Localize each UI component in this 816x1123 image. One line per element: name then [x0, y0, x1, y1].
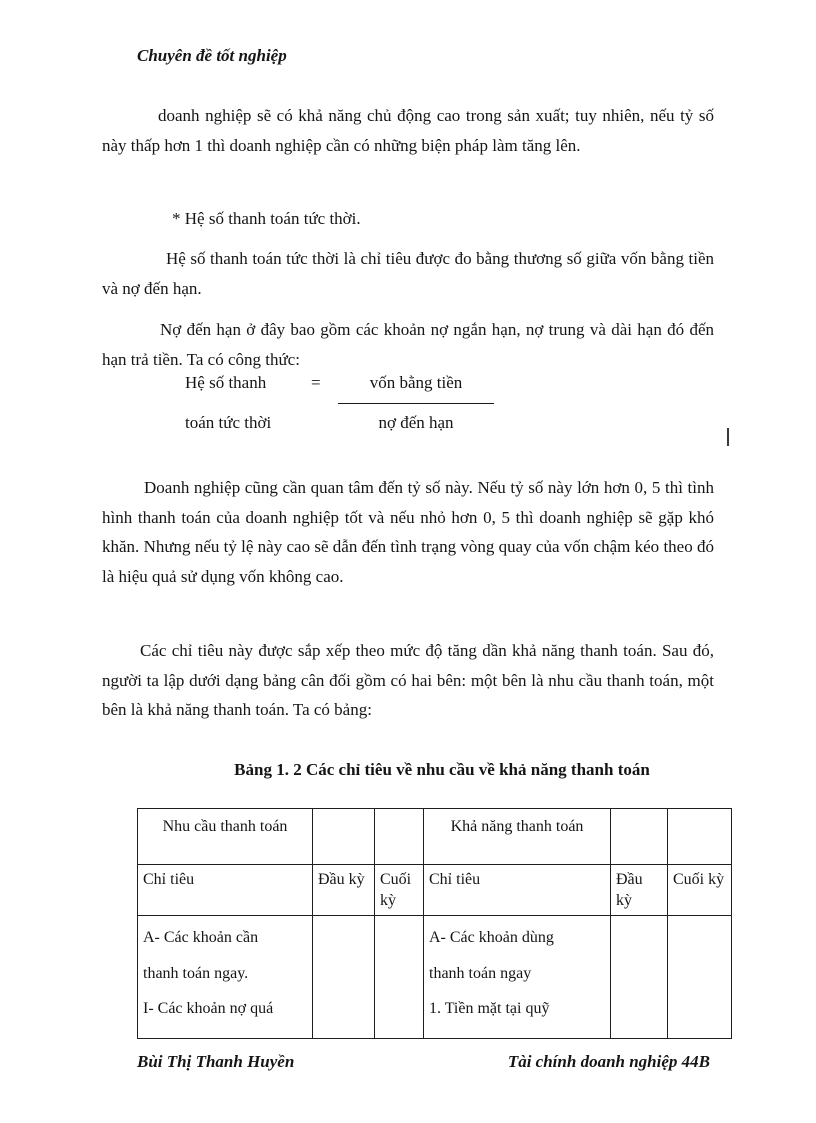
body-cell-empty-4 — [668, 916, 732, 1039]
paragraph-definition: Hệ số thanh toán tức thời là chỉ tiêu được đo bằng thương số giữa vốn bằng tiền và nợ đến hạn. — [102, 249, 714, 298]
body-cell-empty-2 — [375, 916, 424, 1039]
body-left-line-1: A- Các khoản cần — [143, 929, 259, 946]
group-header-nhu-cau: Nhu cầu thanh toán — [138, 809, 313, 865]
table-caption: Bảng 1. 2 Các chỉ tiêu về nhu cầu về khả năng thanh toán — [234, 760, 650, 779]
group-header-empty-4 — [668, 809, 732, 865]
formula-lhs-line2: toán tức thời — [185, 413, 272, 432]
body-left-line-3: I- Các khoản nợ quá — [143, 1000, 274, 1017]
table-column-header-row — [138, 865, 732, 916]
formula-equals-sign: = — [311, 373, 321, 392]
paragraph-doanh-nghiep-quan-tam: Doanh nghiệp cũng cần quan tâm đến tỷ số này. Nếu tỷ số này lớn hơn 0, 5 thì tình hình thanh toán của doanh nghiệp tốt và nếu nhỏ hơn 0, 5 thì doanh nghiệp sẽ gặp khó khăn. Nhưng nếu tỷ lệ này cao sẽ dẫn đến tình trạng vòng quay của vốn chậm kéo theo đó là hiệu quả sử dụng vốn không cao. — [102, 478, 714, 586]
body-left-line-2: thanh toán ngay. — [143, 964, 249, 982]
col-header-dau-ky-left: Đầu kỳ — [313, 865, 375, 916]
formula-lhs-line1: Hệ số thanh — [185, 373, 267, 392]
body-right-line-3: 1. Tiền mặt tại quỹ — [429, 1000, 550, 1017]
group-header-empty-3 — [611, 809, 668, 865]
paragraph-bullet-he-so-thanh-toan: * Hệ số thanh toán tức thời. — [172, 209, 361, 228]
footer-class-name: Tài chính doanh nghiệp 44B — [507, 1052, 710, 1071]
paragraph-cac-chi-tieu: Các chỉ tiêu này được sắp xếp theo mức độ tăng dần khả năng thanh toán. Sau đó, người ta lập dưới dạng bảng cân đối gồm có hai bên: một bên là nhu cầu thanh toán, một bên là khả năng thanh toán. Ta có bảng: — [102, 641, 714, 719]
col-header-cuoi-ky-right: Cuối kỳ — [668, 865, 732, 916]
page-header-title: Chuyên đề tốt nghiệp — [137, 46, 287, 65]
formula-denominator: nợ đến hạn — [378, 413, 454, 432]
body-cell-empty-1 — [313, 916, 375, 1039]
body-right-line-1: A- Các khoản dùng — [429, 929, 554, 946]
body-cell-nhu-cau-items — [138, 916, 313, 1039]
group-header-kha-nang: Khả năng thanh toán — [424, 809, 611, 865]
col-header-chi-tieu-left: Chỉ tiêu — [138, 865, 313, 916]
group-header-empty-2 — [375, 809, 424, 865]
col-header-dau-ky-right: Đầu kỳ — [611, 865, 668, 916]
text-cursor — [727, 428, 729, 446]
col-header-chi-tieu-right: Chỉ tiêu — [424, 865, 611, 916]
paragraph-no-den-han: Nợ đến hạn ở đây bao gồm các khoản nợ ngắn hạn, nợ trung và dài hạn đó đến hạn trả tiền. Ta có công thức: — [102, 320, 714, 369]
table-group-header-row — [138, 809, 732, 865]
body-cell-kha-nang-items — [424, 916, 611, 1039]
table-body-row — [138, 916, 732, 1039]
body-right-line-2: thanh toán ngay — [429, 964, 532, 982]
col-header-cuoi-ky-left: Cuối kỳ — [375, 865, 424, 916]
paragraph-continuation: doanh nghiệp sẽ có khả năng chủ động cao trong sản xuất; tuy nhiên, nếu tỷ số này thấp hơn 1 thì doanh nghiệp cần có những biện pháp làm tăng lên. — [102, 106, 714, 155]
group-header-empty-1 — [313, 809, 375, 865]
formula-numerator: vốn bằng tiền — [369, 373, 463, 392]
payment-ability-table — [137, 808, 732, 1039]
body-cell-empty-3 — [611, 916, 668, 1039]
formula-fraction-bar — [338, 403, 494, 404]
footer-author-name: Bùi Thị Thanh Huyền — [137, 1052, 295, 1071]
